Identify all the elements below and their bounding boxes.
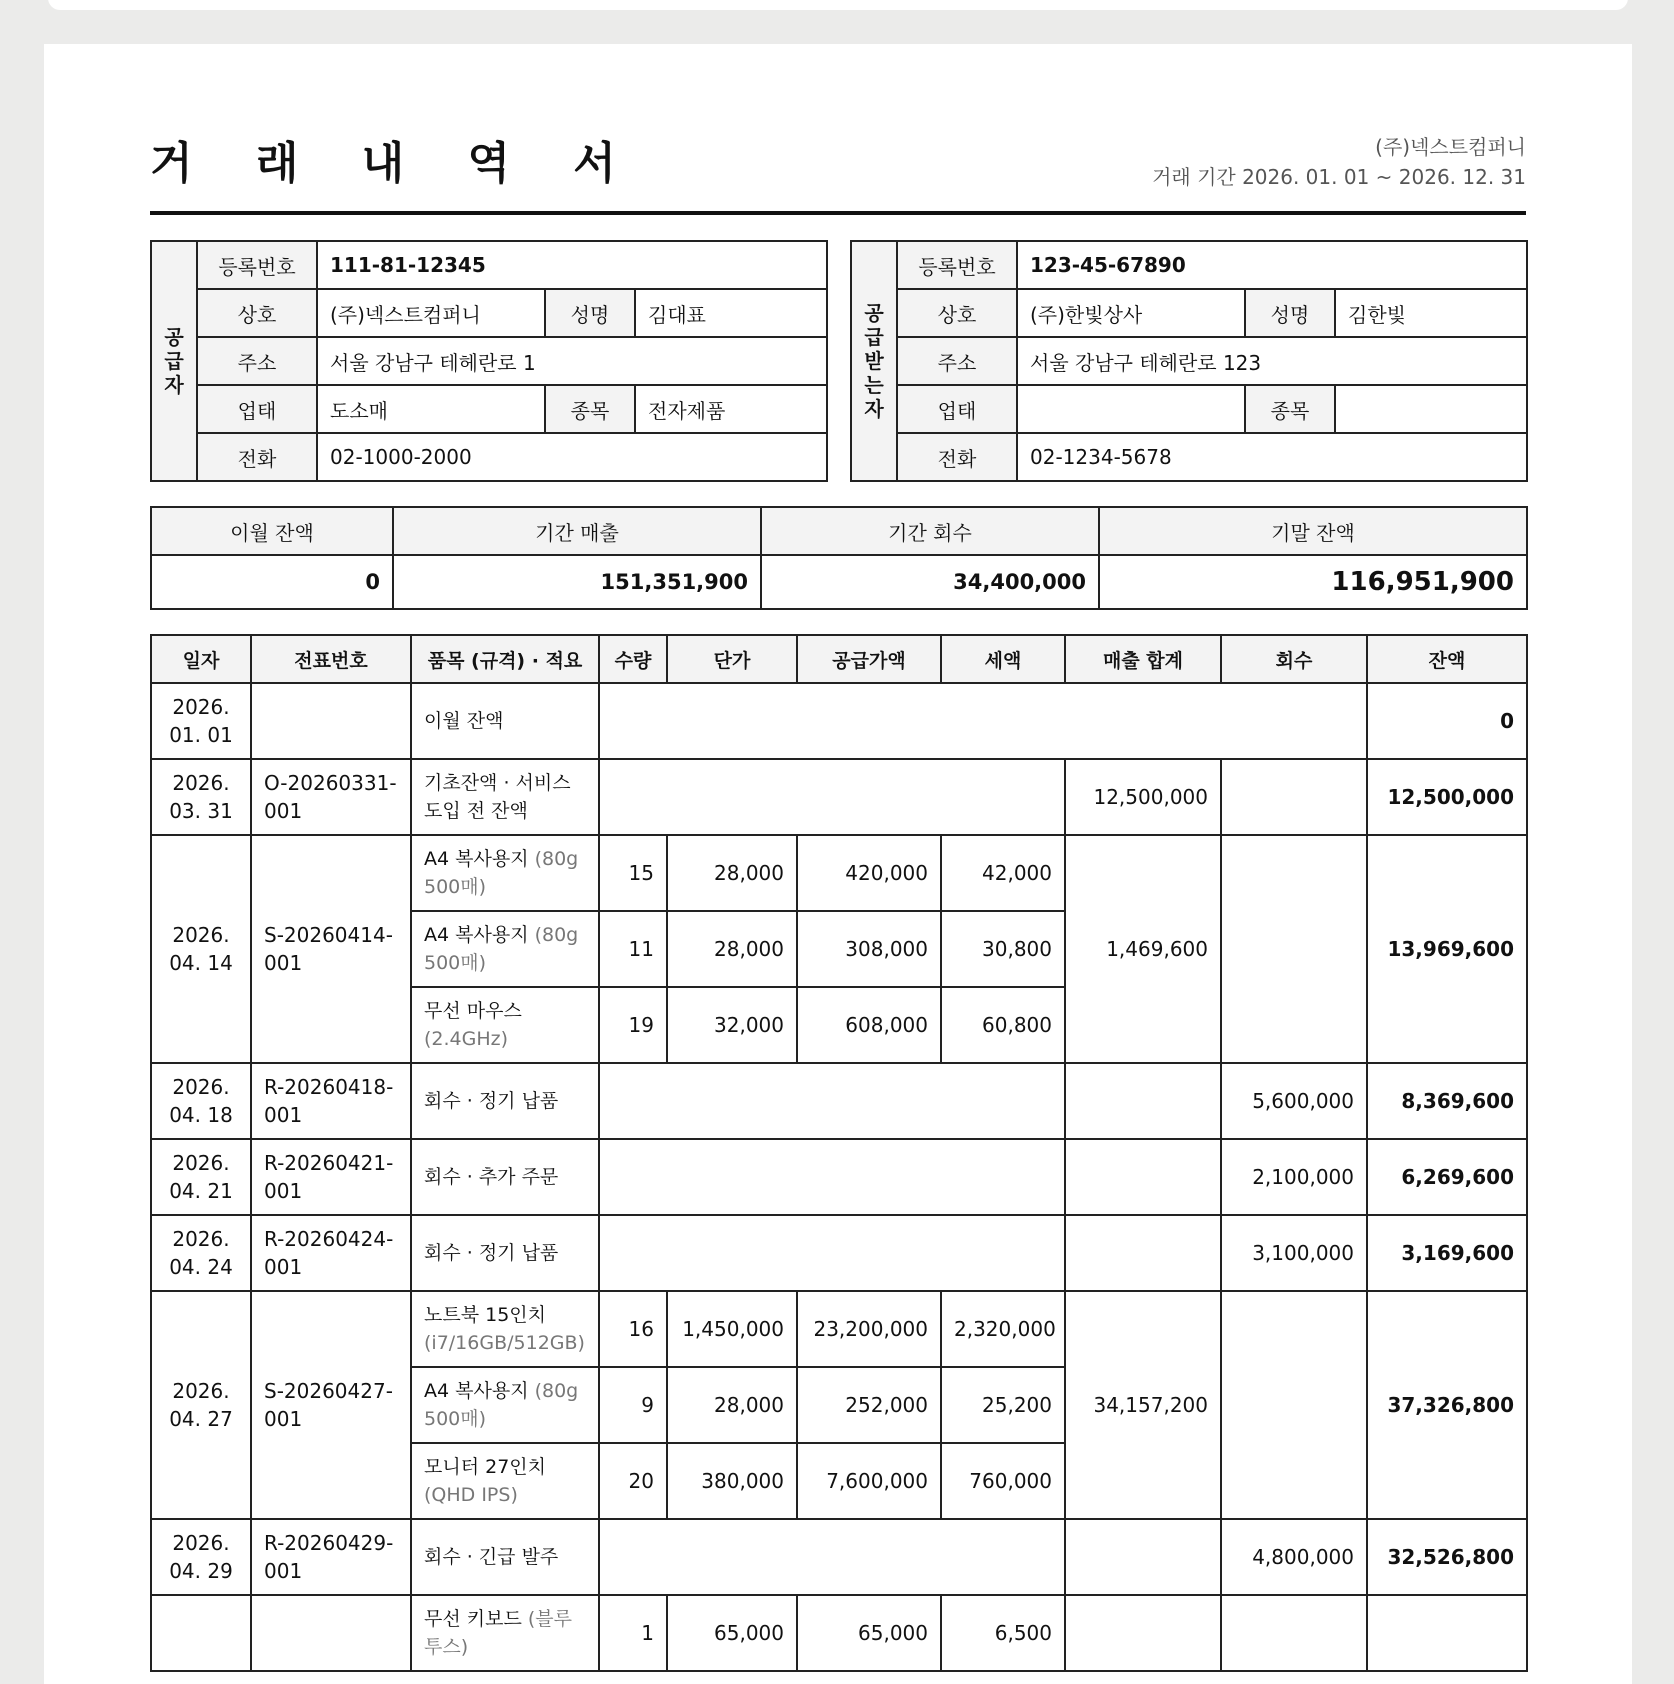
row-sales-total: 34,157,200: [1065, 1291, 1221, 1519]
row-description: 회수 · 정기 납품: [411, 1215, 599, 1291]
item-tax: 2,320,000: [941, 1291, 1065, 1367]
row-date: 2026. 04. 27: [151, 1291, 251, 1519]
item-supply-amount: 308,000: [797, 911, 941, 987]
item-description: [411, 987, 599, 1063]
item-description: [411, 835, 599, 911]
item-unit-price: 28,000: [667, 911, 797, 987]
receiver-biz-type: [1017, 385, 1245, 433]
item-unit-price: 380,000: [667, 1443, 797, 1519]
biz-item-label: 종목: [1245, 385, 1335, 433]
summary-header-period-sales: 기간 매출: [393, 507, 761, 555]
title-divider: [150, 211, 1526, 215]
item-tax: 760,000: [941, 1443, 1065, 1519]
col-supply-amount: 공급가액: [797, 635, 941, 683]
biz-item-label: 종목: [545, 385, 635, 433]
item-name: A4 복사용지: [424, 924, 535, 946]
ledger-row: [151, 683, 1527, 759]
item-spec: (80g 500매): [424, 1380, 579, 1430]
supplier-table: [150, 240, 828, 482]
address-label: 주소: [197, 337, 317, 385]
item-spec: (2.4GHz): [424, 1028, 509, 1050]
item-unit-price: 28,000: [667, 1367, 797, 1443]
item-supply-amount: 252,000: [797, 1367, 941, 1443]
summary-period-collected: 34,400,000: [761, 555, 1099, 609]
row-collected: [1221, 1291, 1367, 1519]
receiver-name: (주)한빛상사: [1017, 289, 1245, 337]
receiver-table: [850, 240, 1528, 482]
document-title: 거 래 내 역 서: [150, 138, 640, 189]
ledger-row: [151, 759, 1527, 835]
summary-header-period-collected: 기간 회수: [761, 507, 1099, 555]
col-unit-price: 단가: [667, 635, 797, 683]
receiver-label: [851, 241, 897, 481]
row-balance: 32,526,800: [1367, 1519, 1527, 1595]
summary-period-sales: 151,351,900: [393, 555, 761, 609]
issuer-company: (주)넥스트컴퍼니: [1375, 135, 1526, 159]
row-date: 2026. 04. 29: [151, 1519, 251, 1595]
receiver-address: 서울 강남구 테헤란로 123: [1017, 337, 1527, 385]
item-quantity: 9: [599, 1367, 667, 1443]
col-collected: 회수: [1221, 635, 1367, 683]
row-balance: 6,269,600: [1367, 1139, 1527, 1215]
summary-carryover: 0: [151, 555, 393, 609]
supplier-phone: 02-1000-2000: [317, 433, 827, 481]
item-supply-amount: 23,200,000: [797, 1291, 941, 1367]
receiver-biz-item: [1335, 385, 1527, 433]
item-spec: (80g 500매): [424, 924, 579, 974]
col-voucher: 전표번호: [251, 635, 411, 683]
row-voucher: S-20260427- 001: [251, 1291, 411, 1519]
row-voucher: O-20260331- 001: [251, 759, 411, 835]
row-balance: 8,369,600: [1367, 1063, 1527, 1139]
row-description: 회수 · 긴급 발주: [411, 1519, 599, 1595]
row-sales-total: [1065, 1063, 1221, 1139]
ledger-header-row: [151, 635, 1527, 683]
item-quantity: 15: [599, 835, 667, 911]
item-description: [411, 1595, 599, 1671]
rep-label: 성명: [1245, 289, 1335, 337]
summary-header-carryover: 이월 잔액: [151, 507, 393, 555]
row-empty-span: [599, 1139, 1065, 1215]
row-balance: [1367, 1595, 1527, 1671]
item-spec: (블루투스): [424, 1608, 572, 1658]
item-supply-amount: 7,600,000: [797, 1443, 941, 1519]
row-empty-span: [599, 1215, 1065, 1291]
row-voucher: R-20260424- 001: [251, 1215, 411, 1291]
row-voucher: R-20260418- 001: [251, 1063, 411, 1139]
item-tax: 25,200: [941, 1367, 1065, 1443]
row-voucher: [251, 683, 411, 759]
row-balance: 13,969,600: [1367, 835, 1527, 1063]
row-voucher: R-20260421- 001: [251, 1139, 411, 1215]
item-description: [411, 1443, 599, 1519]
row-date: 2026. 01. 01: [151, 683, 251, 759]
item-spec: (QHD IPS): [424, 1484, 518, 1506]
row-empty-span: [599, 1519, 1065, 1595]
name-label: 상호: [197, 289, 317, 337]
phone-label: 전화: [897, 433, 1017, 481]
item-tax: 30,800: [941, 911, 1065, 987]
row-collected: 2,100,000: [1221, 1139, 1367, 1215]
row-description: 이월 잔액: [411, 683, 599, 759]
ledger-row: [151, 1291, 1527, 1367]
phone-label: 전화: [197, 433, 317, 481]
summary-table: [150, 506, 1528, 610]
item-quantity: 20: [599, 1443, 667, 1519]
row-voucher: R-20260429- 001: [251, 1519, 411, 1595]
item-spec: (80g 500매): [424, 848, 579, 898]
item-name: 모니터 27인치: [424, 1456, 546, 1478]
item-description: [411, 1291, 599, 1367]
receiver-phone: 02-1234-5678: [1017, 433, 1527, 481]
row-collected: [1221, 835, 1367, 1063]
receiver-reg-no: 123-45-67890: [1017, 241, 1527, 289]
col-quantity: 수량: [599, 635, 667, 683]
ledger-row: [151, 1063, 1527, 1139]
item-name: A4 복사용지: [424, 1380, 535, 1402]
supplier-biz-type: 도소매: [317, 385, 545, 433]
document-header-info: [1152, 132, 1526, 192]
row-collected: [1221, 1595, 1367, 1671]
row-empty-span: [599, 1063, 1065, 1139]
item-quantity: 1: [599, 1595, 667, 1671]
col-description: 품목 (규격) · 적요: [411, 635, 599, 683]
item-unit-price: 1,450,000: [667, 1291, 797, 1367]
col-tax: 세액: [941, 635, 1065, 683]
item-name: A4 복사용지: [424, 848, 535, 870]
row-voucher: S-20260414- 001: [251, 835, 411, 1063]
row-description: 회수 · 정기 납품: [411, 1063, 599, 1139]
previous-page-edge: [48, 0, 1628, 10]
receiver-label-text: 공 급 받 는 자: [864, 301, 884, 421]
item-name: 무선 마우스: [424, 1000, 522, 1022]
supplier-reg-no: 111-81-12345: [317, 241, 827, 289]
biz-type-label: 업태: [197, 385, 317, 433]
item-tax: 42,000: [941, 835, 1065, 911]
col-sales-total: 매출 합계: [1065, 635, 1221, 683]
ledger-body: [151, 683, 1527, 1671]
ledger-table: [150, 634, 1528, 1672]
row-sales-total: [1065, 1139, 1221, 1215]
item-supply-amount: 65,000: [797, 1595, 941, 1671]
supplier-name: (주)넥스트컴퍼니: [317, 289, 545, 337]
item-name: 무선 키보드: [424, 1608, 528, 1630]
name-label: 상호: [897, 289, 1017, 337]
item-supply-amount: 608,000: [797, 987, 941, 1063]
item-quantity: 11: [599, 911, 667, 987]
item-description: [411, 911, 599, 987]
item-name: 노트북 15인치: [424, 1304, 546, 1326]
supplier-label: [151, 241, 197, 481]
item-spec: (i7/16GB/512GB): [424, 1332, 585, 1354]
item-supply-amount: 420,000: [797, 835, 941, 911]
ledger-row: [151, 1595, 1527, 1671]
rep-label: 성명: [545, 289, 635, 337]
address-label: 주소: [897, 337, 1017, 385]
ledger-row: [151, 1139, 1527, 1215]
row-sales-total: [1065, 1519, 1221, 1595]
row-date: 2026. 03. 31: [151, 759, 251, 835]
reg-no-label: 등록번호: [897, 241, 1017, 289]
supplier-label-text: 공 급 자: [164, 325, 184, 397]
row-date: 2026. 04. 21: [151, 1139, 251, 1215]
transaction-period: 거래 기간 2026. 01. 01 ~ 2026. 12. 31: [1152, 165, 1526, 189]
row-sales-total: 12,500,000: [1065, 759, 1221, 835]
ledger-row: [151, 835, 1527, 911]
statement-page: [44, 44, 1632, 1684]
row-date: 2026. 04. 18: [151, 1063, 251, 1139]
row-balance: 0: [1367, 683, 1527, 759]
row-sales-total: [1065, 1215, 1221, 1291]
reg-no-label: 등록번호: [197, 241, 317, 289]
biz-type-label: 업태: [897, 385, 1017, 433]
supplier-rep: 김대표: [635, 289, 827, 337]
col-date: 일자: [151, 635, 251, 683]
item-tax: 60,800: [941, 987, 1065, 1063]
row-balance: 3,169,600: [1367, 1215, 1527, 1291]
row-collected: [1221, 759, 1367, 835]
row-date: [151, 1595, 251, 1671]
row-collected: 4,800,000: [1221, 1519, 1367, 1595]
row-date: 2026. 04. 14: [151, 835, 251, 1063]
supplier-address: 서울 강남구 테헤란로 1: [317, 337, 827, 385]
row-balance: 12,500,000: [1367, 759, 1527, 835]
row-sales-total: [1065, 1595, 1221, 1671]
supplier-biz-item: 전자제품: [635, 385, 827, 433]
ledger-row: [151, 1519, 1527, 1595]
row-collected: 5,600,000: [1221, 1063, 1367, 1139]
item-unit-price: 28,000: [667, 835, 797, 911]
row-sales-total: 1,469,600: [1065, 835, 1221, 1063]
item-description: [411, 1367, 599, 1443]
ledger-row: [151, 1215, 1527, 1291]
row-collected: 3,100,000: [1221, 1215, 1367, 1291]
row-description: 기초잔액 · 서비스 도입 전 잔액: [411, 759, 599, 835]
row-description: 회수 · 추가 주문: [411, 1139, 599, 1215]
item-unit-price: 32,000: [667, 987, 797, 1063]
item-unit-price: 65,000: [667, 1595, 797, 1671]
row-voucher: [251, 1595, 411, 1671]
row-empty-span: [599, 683, 1367, 759]
item-quantity: 19: [599, 987, 667, 1063]
receiver-rep: 김한빛: [1335, 289, 1527, 337]
item-tax: 6,500: [941, 1595, 1065, 1671]
summary-ending-balance: 116,951,900: [1099, 555, 1527, 609]
col-balance: 잔액: [1367, 635, 1527, 683]
row-date: 2026. 04. 24: [151, 1215, 251, 1291]
row-empty-span: [599, 759, 1065, 835]
summary-header-ending-balance: 기말 잔액: [1099, 507, 1527, 555]
item-quantity: 16: [599, 1291, 667, 1367]
row-balance: 37,326,800: [1367, 1291, 1527, 1519]
